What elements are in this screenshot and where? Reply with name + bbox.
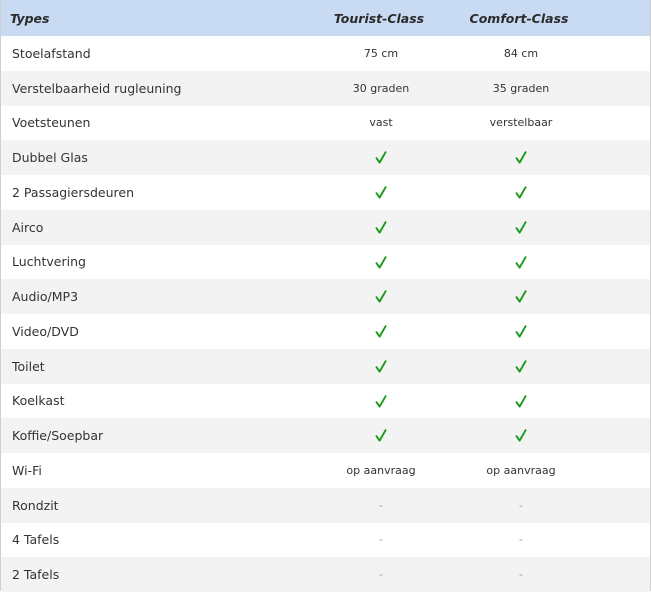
- row-label: Koffie/Soepbar: [12, 428, 104, 444]
- tourist-value: op aanvraag: [346, 463, 416, 477]
- row-label: Wi-Fi: [12, 462, 42, 478]
- row-label: Verstelbaarheid rugleuning: [12, 80, 182, 96]
- row-label: Toilet: [12, 358, 45, 374]
- tourist-check-icon: [311, 220, 451, 234]
- tourist-value: 30 graden: [352, 81, 410, 95]
- comfort-check-icon: [451, 325, 591, 339]
- table-row: [1, 349, 650, 384]
- row-label: Voetsteunen: [12, 115, 91, 131]
- table-row: [1, 384, 650, 419]
- comfort-check-icon: [451, 359, 591, 373]
- row-label: Video/DVD: [12, 323, 79, 339]
- comfort-check-icon: [451, 151, 591, 165]
- tourist-value: vast: [369, 116, 393, 130]
- table-row: [1, 245, 650, 280]
- comfort-value: op aanvraag: [486, 463, 556, 477]
- tourist-check-icon: [311, 186, 451, 200]
- row-label: Luchtvering: [12, 254, 86, 270]
- comfort-check-icon: [451, 186, 591, 200]
- row-label: 2 Passagiersdeuren: [12, 184, 135, 200]
- tourist-value: 75 cm: [363, 46, 399, 60]
- row-label: Koelkast: [12, 393, 65, 409]
- tourist-check-icon: [311, 325, 451, 339]
- table-header-row: [1, 0, 650, 36]
- table-row: [1, 279, 650, 314]
- comfort-check-icon: [451, 429, 591, 443]
- tourist-value: -: [379, 498, 383, 512]
- tourist-check-icon: [311, 429, 451, 443]
- header-comfort-class: Comfort-Class: [469, 10, 569, 26]
- table-row: [1, 314, 650, 349]
- table-row: [1, 71, 650, 106]
- tourist-check-icon: [311, 151, 451, 165]
- comfort-check-icon: [451, 290, 591, 304]
- tourist-value: -: [379, 533, 383, 547]
- tourist-check-icon: [311, 359, 451, 373]
- row-label: Rondzit: [12, 497, 59, 513]
- row-label: Audio/MP3: [12, 289, 79, 305]
- tourist-check-icon: [311, 255, 451, 269]
- row-label: Stoelafstand: [12, 45, 91, 61]
- comfort-check-icon: [451, 394, 591, 408]
- table-row: [1, 488, 650, 523]
- table-row: [1, 557, 650, 592]
- comfort-value: -: [519, 568, 523, 582]
- table-row: [1, 210, 650, 245]
- table-row: [1, 140, 650, 175]
- row-label: Dubbel Glas: [12, 150, 88, 166]
- row-label: 4 Tafels: [12, 532, 60, 548]
- comfort-value: 35 graden: [492, 81, 550, 95]
- tourist-value: -: [379, 568, 383, 582]
- header-tourist-class: Tourist-Class: [333, 10, 425, 26]
- table-row: [1, 36, 650, 71]
- comfort-value: 84 cm: [503, 46, 539, 60]
- table-row: [1, 106, 650, 141]
- tourist-check-icon: [311, 290, 451, 304]
- comfort-check-icon: [451, 255, 591, 269]
- comfort-check-icon: [451, 220, 591, 234]
- table-row: [1, 453, 650, 488]
- table-row: [1, 175, 650, 210]
- header-types: Types: [10, 10, 50, 26]
- comfort-value: -: [519, 498, 523, 512]
- tourist-check-icon: [311, 394, 451, 408]
- comfort-value: -: [519, 533, 523, 547]
- table-row: [1, 418, 650, 453]
- row-label: Airco: [12, 219, 44, 235]
- table-row: [1, 523, 650, 558]
- comfort-value: verstelbaar: [489, 116, 553, 130]
- row-label: 2 Tafels: [12, 567, 60, 583]
- table-body: [1, 36, 650, 592]
